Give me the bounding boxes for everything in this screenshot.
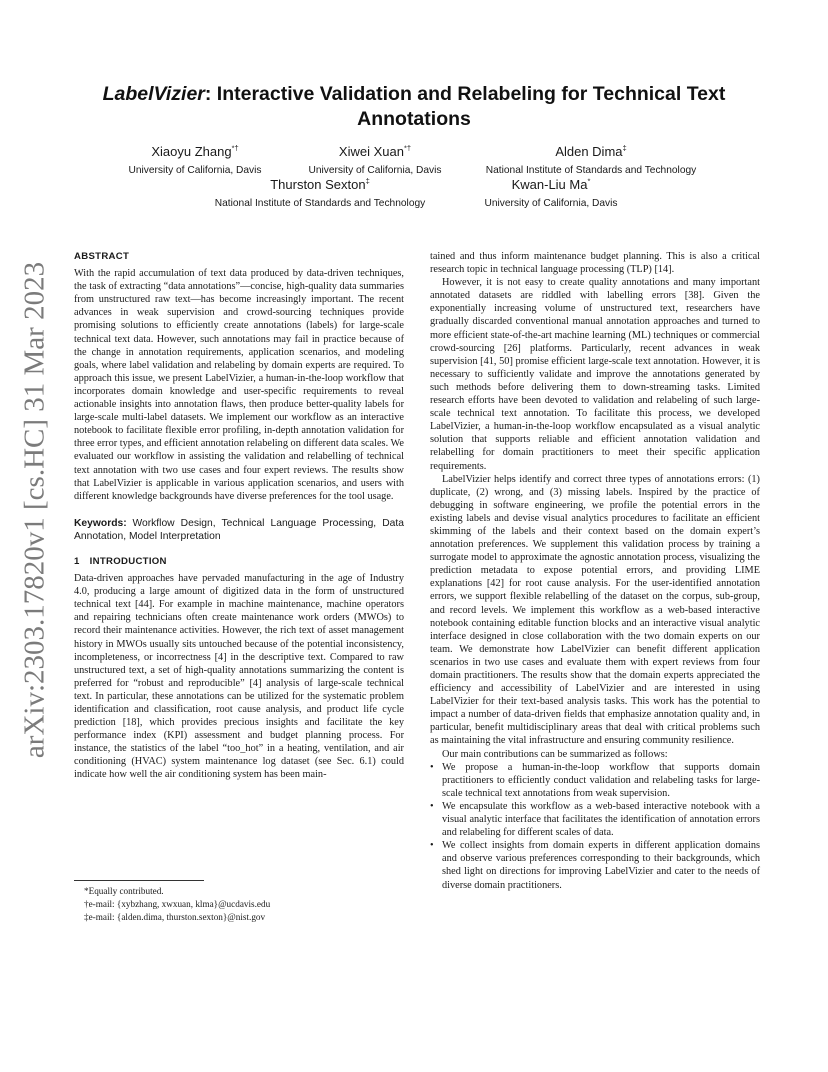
author-block	[290, 144, 460, 178]
footnote: ‡e-mail: {alden.dima, thurston.sexton}@nist.gov	[84, 912, 266, 922]
intro-heading: 1 INTRODUCTION	[74, 555, 167, 567]
list-item: • We collect insights from domain experts in different application domains and observe various preferences corresponding to their backgrounds, which shed light on directions for improving LabelVizier and cater to the needs of diverse domain practitioners.	[430, 839, 760, 891]
arxiv-stamp	[15, 260, 55, 760]
footnote: *Equally contributed.	[84, 886, 164, 896]
keywords	[74, 517, 404, 543]
keywords-text: Workflow Design, Technical Language Processing, Data Annotation, Model Interpretation	[74, 517, 404, 542]
list-item: • We encapsulate this workflow as a web-based interactive notebook with a visual analytic interface that facilitates the identification of annotation errors and relabeling for different scales of data.	[430, 800, 760, 839]
author-block	[110, 144, 280, 178]
author-name: Xiwei Xuan*†	[338, 143, 412, 159]
intro-paragraph: Data-driven approaches have pervaded manufacturing in the age of Industry 4.0, producing a large amount of digitized data in the form of unstructured technical text [44]. For example in machine maintenance, machine operators and repairing technicians often create maintenance work orders (MWOs) to record their maintenance activities. However, the rich text of asset management history in MWOs usually sits untouched because of the potential inconsistency, incompleteness, or incorrectness [4] in the descriptive text. Compared to raw unstructured text, a set of high-quality annotations summarizing the content is preferred for “robust and reproducible” [4] analysis of large-scale technical text. In particular, these annotations can be utilized for the systematic problem identification and classification, root cause analysis, and product life cycle prediction [18], which provides precious insights and facilitate the key performance index (KPI) assessment and budget planning process. For instance, the statistics of the label “too_hot” in a heating, ventilation, and air conditioning (HVAC) system maintenance log dataset (see Sec. 6.1) could indicate how well the air conditioning system has been main-	[74, 573, 404, 781]
author-affiliation: National Institute of Standards and Technology	[214, 198, 426, 209]
left-column	[74, 250, 404, 782]
title-rest: : Interactive Validation and Relabeling for Technical Text Annotations	[204, 83, 726, 130]
paper-title	[74, 82, 754, 132]
footnotes	[74, 880, 404, 924]
body-paragraph: Our main contributions can be summarized as follows:	[442, 748, 668, 760]
keywords-label: Keywords:	[74, 517, 127, 529]
author-affiliation: University of California, Davis	[128, 165, 262, 176]
footnote: †e-mail: {xybzhang, xwxuan, klma}@ucdavis.edu	[84, 899, 271, 909]
right-column	[430, 250, 760, 892]
contributions-list	[430, 761, 760, 892]
author-affiliation: University of California, Davis	[484, 198, 618, 209]
arxiv-stamp-text: arXiv:2303.17820v1 [cs.HC] 31 Mar 2023	[18, 261, 51, 759]
title-tool-name: LabelVizier	[102, 83, 205, 105]
author-affiliation: University of California, Davis	[308, 165, 442, 176]
abstract-heading: ABSTRACT	[74, 251, 130, 262]
list-item: • We propose a human-in-the-loop workflow that supports domain practitioners to efficiently conduct validation and relabeling tasks for large-scale technical text annotations from weak supervision.	[430, 761, 760, 800]
body-paragraph: tained and thus inform maintenance budget planning. This is also a critical research topic in technical language processing (TLP) [14].	[430, 251, 760, 276]
abstract-text: With the rapid accumulation of text data produced by data-driven techniques, the task of extracting “data annotations”—concise, high-quality data summaries from unstructured raw text—has become increasingly important. The recent advances in weak supervision and crowd-sourcing techniques provide promising solutions to efficiently create annotations (labels) for large-scale technical text data. However, such annotations may fail in practice because of the change in annotation requirements, application scenarios, and modeling goals, where label validation and relabeling by domain experts are required. To approach this issue, we present LabelVizier, a human-in-the-loop workflow that incorporates domain knowledge and user-specific requirements to reveal actionable insights into annotation flaws, then produce better-quality labels for large-scale multi-label datasets. We implement our workflow as an interactive notebook to facilitate flexible error profiling, in-depth annotation validation for three error types, and efficient annotation relabeling on different data scales. We evaluated our workflow in assisting the validation and relabelling of technical text annotation with two use cases and four expert reviews. The results show that LabelVizier is applicable in various application scenarios, and users with different knowledge backgrounds have diverse preferences for the tool usage.	[74, 268, 404, 502]
footnote-rule	[74, 880, 204, 881]
author-block	[466, 177, 636, 211]
body-paragraph: LabelVizier helps identify and correct three types of annotations errors: (1) duplicate, (2) wrong, and (3) missing labels. Inspired by the practice of debugging in software engineering, we profile the potential errors in the existing labels and devise visual analytics procedures to facilitate an efficient skimming of the labels and their context based on the domain expert’s annotation preferences. We supplement this validation process by training a surrogate model to approximate the agnostic annotation process, visualizing the prediction metadata to expose potential errors, and providing LIME explanations [42] for root cause analysis. For the user-identified annotation errors, we support flexible relabelling of the dataset on the corpus, sub-group, and record levels. We implement this workflow as a web-based interactive notebook containing editable function blocks and an interactive visual analytic interface designed in close collaboration with the two domain experts on our team. We demonstrate how LabelVizier can benefit different application scenarios in two use cases and evaluate them with expert reviews from four domain practitioners. The results show that the domain experts appreciated the efficiency and accessibility of LabelVizier and are interested in using LabelVizier for their text-based analysis tasks. This work has the potential to impact a number of data-driven fields that emphasize annotation quality and, in particular, benefit multidisciplinary areas that deal with critical problems such as maintaining the vital infrastructure and ensuring community resilience.	[430, 473, 760, 747]
author-name: Xiaoyu Zhang*†	[151, 143, 239, 159]
body-paragraph: However, it is not easy to create quality annotations and many important annotated datasets are riddled with labelling errors [38]. Given the exponentially increasing volume of unstructured text, researchers have gradually discarded conventional manual annotation approaches and turned to more efficient state-of-the-art machine learning (ML) techniques or commercial crowd-sourcing [26] platforms. Particularly, recent advances in weak supervision [41, 50] promise efficient large-scale text annotation. However, it is necessary to sufficiently validate and improve the annotations generated by such methods before delivering them to down-streaming tasks. Limited research efforts have been devoted to validation and relabeling of such large-scale technical text annotation. To facilitate this process, we developed LabelVizier, a human-in-the-loop workflow encapsulated as a visual analytic solution that supports reliable and efficient annotation validation and relabelling for domain practitioners to meet their specific application requirements.	[430, 277, 760, 472]
author-block	[476, 144, 706, 178]
author-name: Alden Dima‡	[555, 143, 627, 159]
author-name: Thurston Sexton‡	[270, 176, 370, 192]
author-affiliation: National Institute of Standards and Technology	[485, 165, 697, 176]
author-block	[200, 177, 440, 211]
author-name: Kwan-Liu Ma*	[511, 176, 591, 192]
